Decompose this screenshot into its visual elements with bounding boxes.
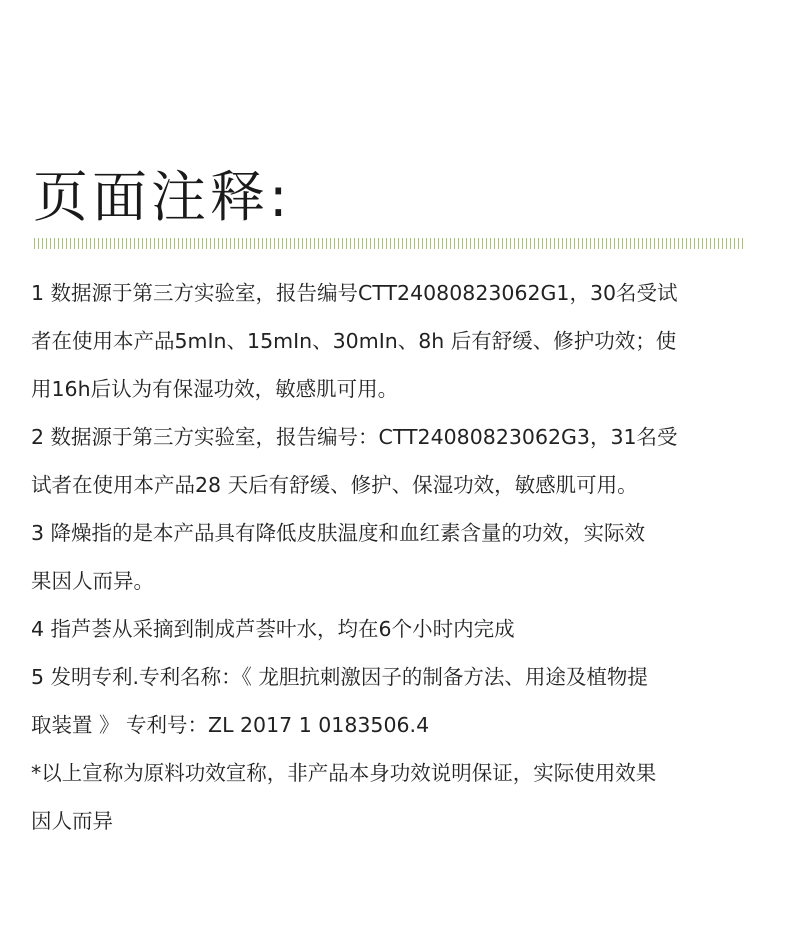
note-item-2: 2 数据源于第三方实验室，报告编号：CTT24080823062G3，31名受 试者在使用本产品28 天后有舒缓、修护、保湿功效，敏感肌可用。 — [31, 425, 678, 497]
note-item-4: 4 指芦荟从采摘到制成芦荟叶水，均在6个小时内完成 — [31, 617, 515, 641]
page-title: 页面注释: — [33, 165, 292, 229]
notes-list — [31, 269, 763, 845]
note-item-5: 5 发明专利.专利名称：《 龙胆抗刺激因子的制备方法、用途及植物提 取装置 》 专利号：ZL 2017 1 0183506.4 — [31, 665, 648, 737]
note-item-1: 1 数据源于第三方实验室，报告编号CTT24080823062G1，30名受试 者在使用本产品5mIn、15mIn、30mIn、8h 后有舒缓、修护功效；使 用16h后认为有保湿功效，敏感肌可用。 — [31, 281, 678, 401]
note-item-3: 3 降燥指的是本产品具有降低皮肤温度和血红素含量的功效，实际效 果因人而异。 — [31, 521, 646, 593]
dotted-divider — [34, 238, 744, 249]
disclaimer-note: *以上宣称为原料功效宣称，非产品本身功效说明保证，实际使用效果 因人而异 — [31, 761, 657, 833]
